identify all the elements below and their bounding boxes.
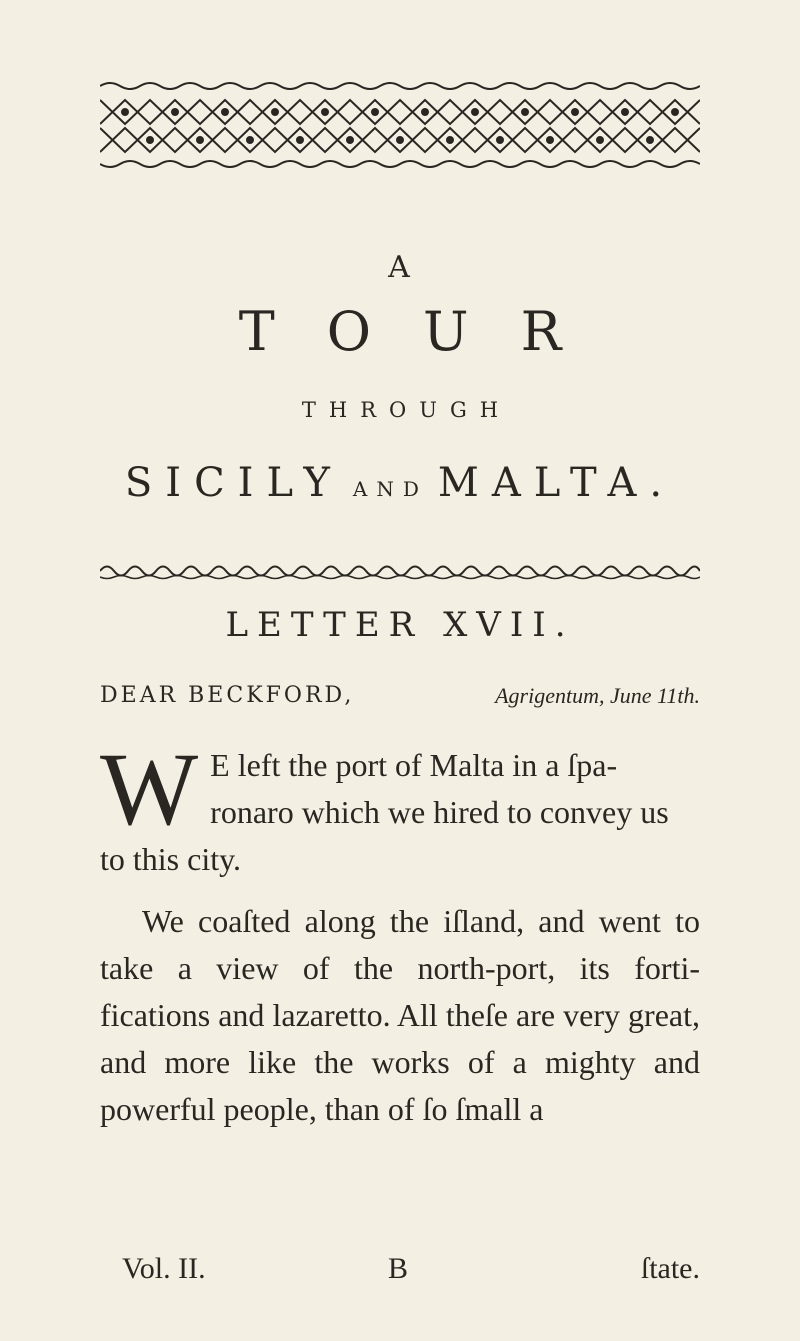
title-tour: TOUR — [238, 300, 614, 363]
letter-heading: LETTER XVII. — [225, 605, 575, 645]
title-and: AND — [352, 477, 428, 501]
volume-number: Vol. II. — [122, 1252, 206, 1285]
paragraph-2: We coaſted along the iſland, and went to take a view of the north-port, its forti- fications and lazaretto. All theſe are very great, and more like the works of a mighty and powerful people, than of ſo ſmall a — [100, 903, 700, 1127]
title-article: A — [388, 250, 412, 285]
salutation: DEAR BECKFORD, — [100, 683, 355, 708]
title-sicily: SICILY — [124, 460, 343, 506]
title-through: THROUGH — [301, 398, 512, 422]
catchword: ſtate. — [640, 1252, 700, 1285]
paragraph-1-text: E left the port of Malta in a ſpa- ronaro which we hired to convey us to this city. — [100, 747, 669, 877]
ornamental-headpiece — [100, 80, 700, 170]
page-footer — [100, 1252, 700, 1292]
signature-mark: B — [388, 1252, 409, 1285]
paragraph-1 — [100, 732, 700, 883]
title-malta: MALTA. — [437, 460, 676, 506]
title-main-line — [0, 460, 800, 506]
ornamental-rule — [100, 562, 700, 580]
drop-cap: W — [100, 732, 199, 847]
dateline: Agrigentum, June 11th. — [495, 683, 700, 708]
